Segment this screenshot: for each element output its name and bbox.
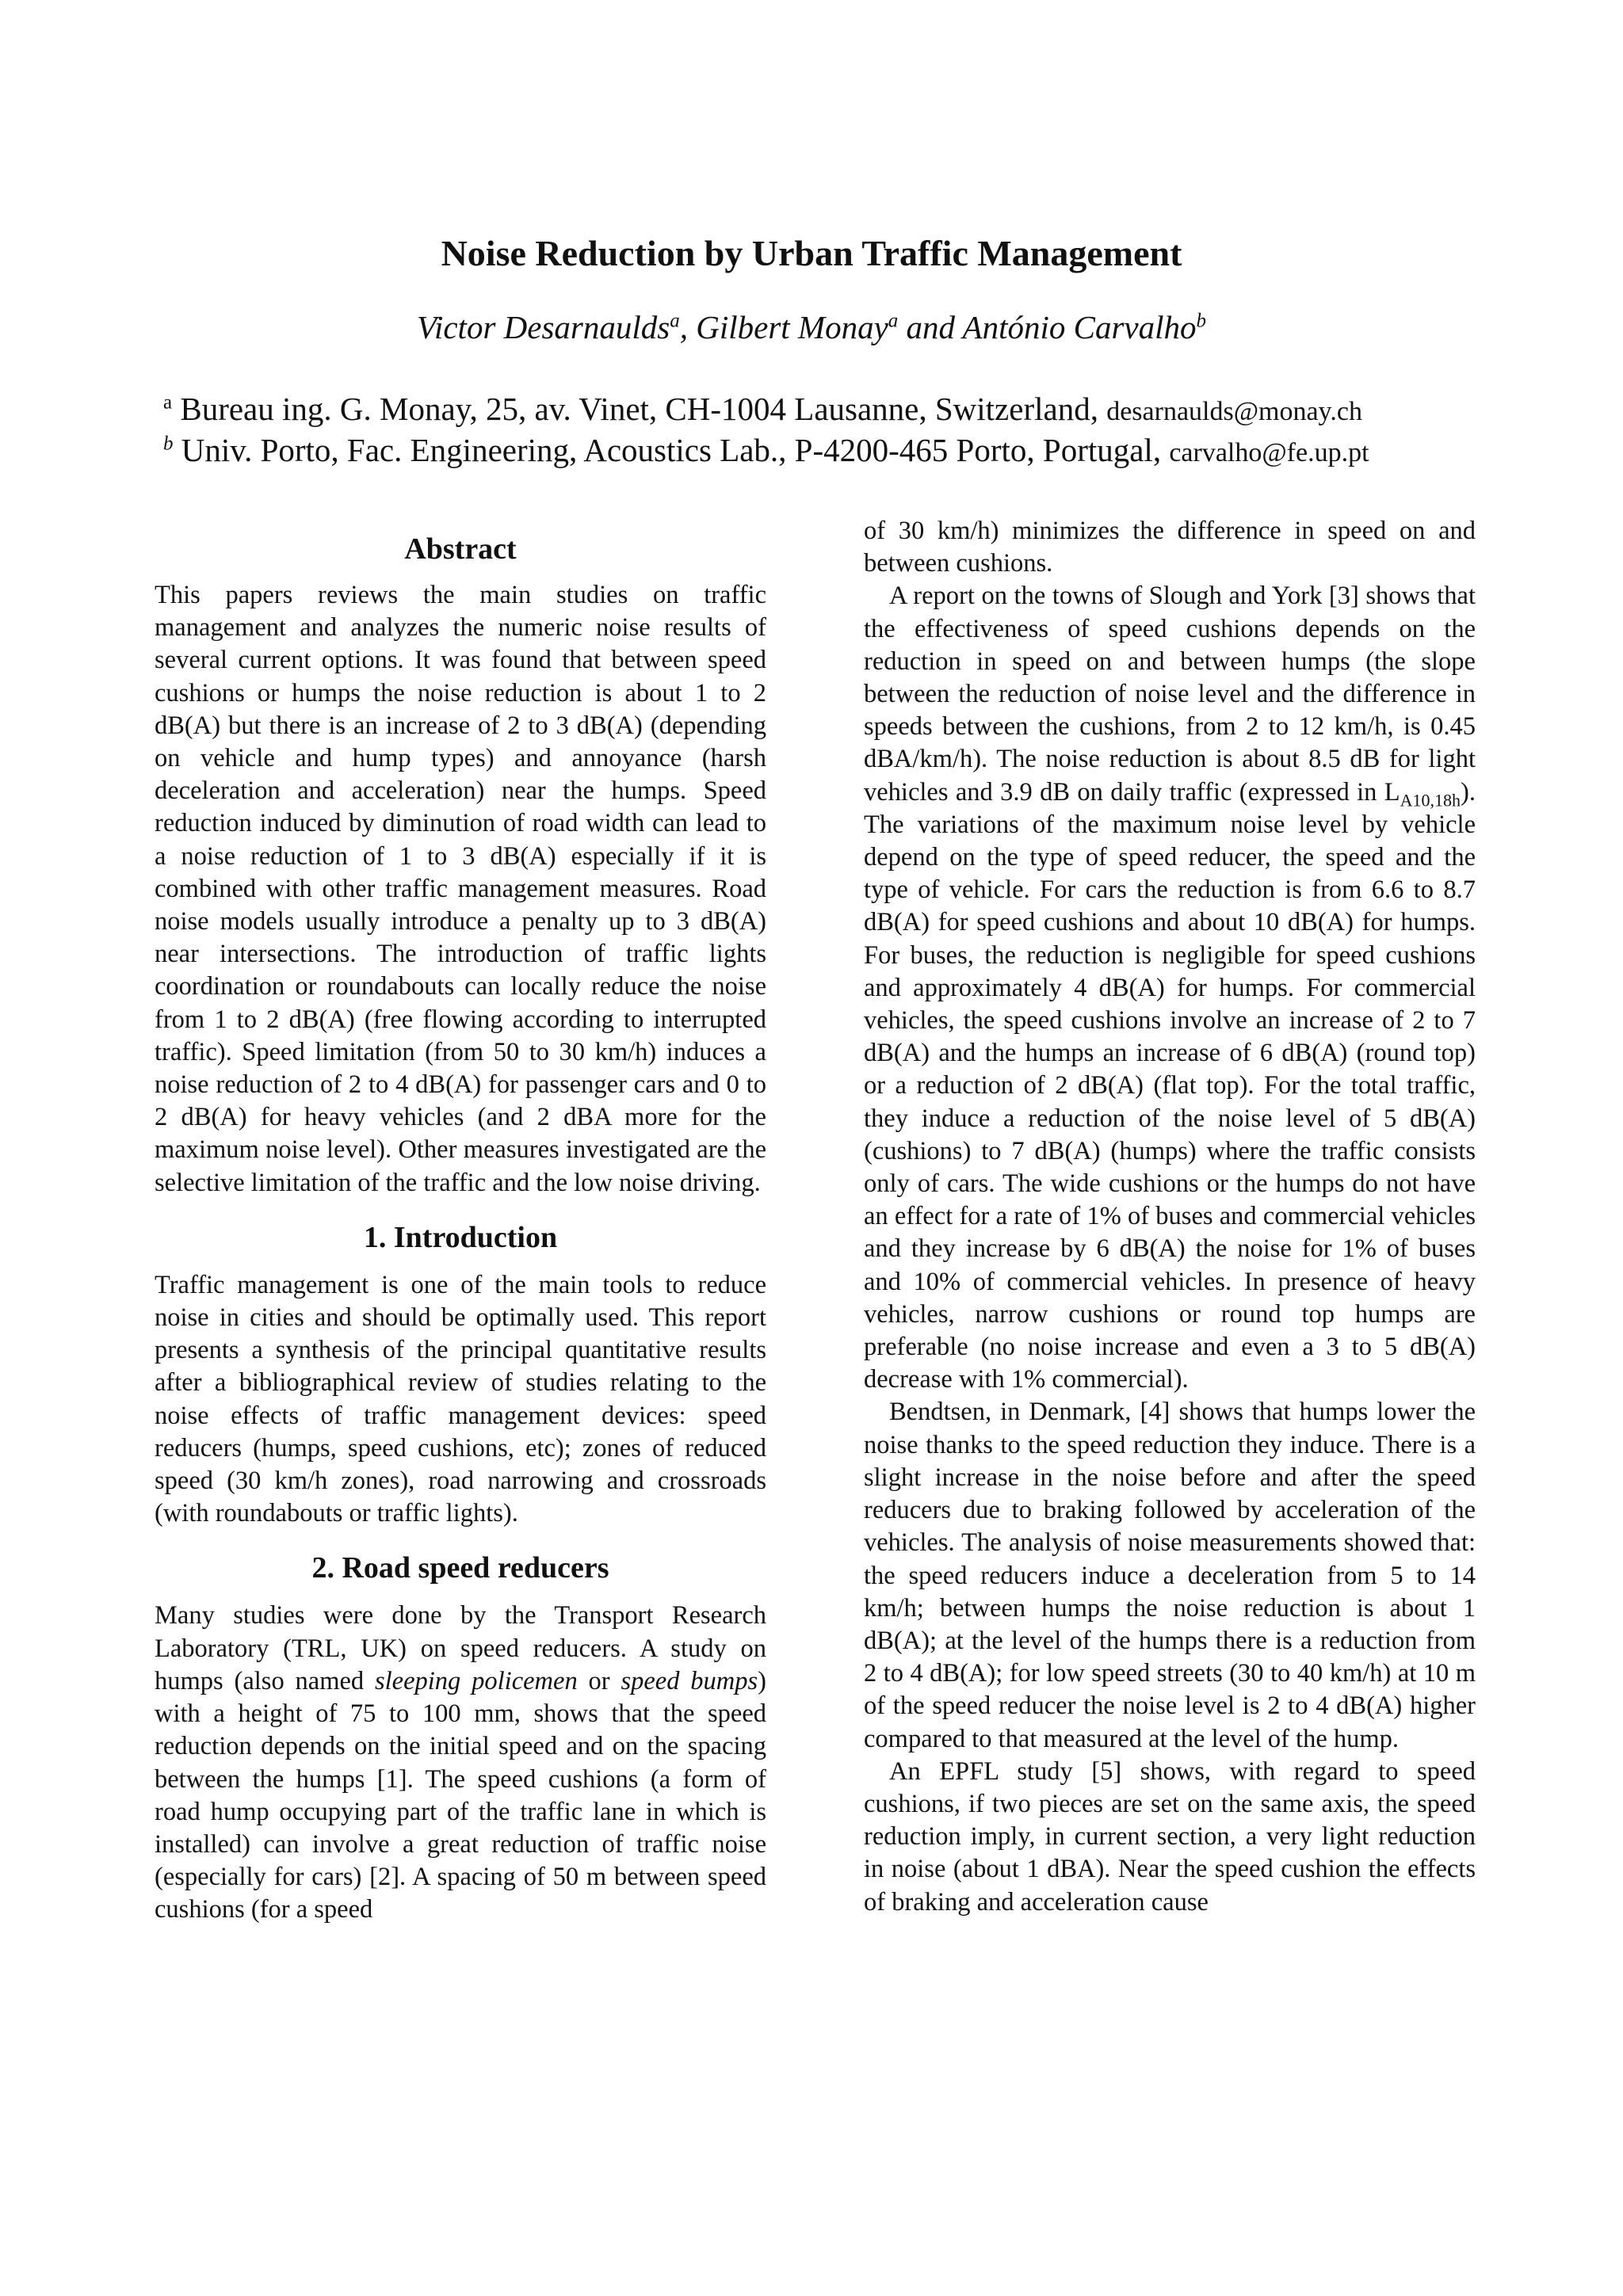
text-run: Many studies were done by the Transport Research Laboratory (TRL, UK) on speed reducers. A study on humps (also named <box>155 1601 766 1695</box>
section2-paragraph-1 <box>155 1600 766 1926</box>
text-run: or <box>577 1666 621 1695</box>
affiliation-mark: a <box>163 391 173 414</box>
affiliation-email[interactable]: desarnaulds@monay.ch <box>1106 397 1362 426</box>
abstract-text: This papers reviews the main studies on traffic management and analyzes the numeric noise results of several current options. It was found that between speed cushions or humps the noise reduction is about 1 to 2 dB(A) but there is an increase of 2 to 3 dB(A) (depending on vehicle and hump types) and annoyance (harsh deceleration and acceleration) near the humps. Speed reduction induced by diminution of road width can lead to a noise reduction of 1 to 3 dB(A) especially if it is combined with other traffic management measures. Road noise models usually introduce a penalty up to 3 dB(A) near intersections. The introduction of traffic lights coordination or roundabouts can locally reduce the noise from 1 to 2 dB(A) (free flowing according to interrupted traffic). Speed limitation (from 50 to 30 km/h) induces a noise reduction of 2 to 4 dB(A) for passenger cars and 0 to 2 dB(A) for heavy vehicles (and 2 dBA more for the maximum noise level). Other measures investigated are the selective limitation of the traffic and the low noise driving. <box>155 581 766 1197</box>
abstract-heading: Abstract <box>404 532 517 566</box>
text-run: ) with a height of 75 to 100 mm, shows that the speed reduction depends on the initial speed and on the spacing between the humps [1]. The speed cushions (a form of road hump occupying part of the traffic lane in which is installed) can involve a great reduction of traffic noise (especially for cars) [2]. A spacing of 50 m between speed cushions (for a speed <box>155 1666 766 1924</box>
section2-paragraph-3: Bendtsen, in Denmark, [4] shows that humps lower the noise thanks to the speed reduction they induce. There is a slight increase in the noise before and after the speed reducers due to braking followed by acceleration of the vehicles. The analysis of noise measurements showed that: the speed reducers induce a deceleration from 5 to 14 km/h; between humps the noise reduction is about 1 dB(A); at the level of the humps there is a reduction from 2 to 4 dB(A); for low speed streets (30 to 40 km/h) at 10 m of the speed reducer the noise level is 2 to 4 dB(A) higher compared to that measured at the level of the hump. <box>864 1398 1476 1753</box>
text-run: A report on the towns of Slough and York [3] shows that the effectiveness of speed cushions depends on the reduction in speed on and between humps (the slope between the reduction of noise level and the difference in speeds between the cushions, from 2 to 12 km/h, is 0.45 dBA/km/h). The noise reduction is about 8.5 dB for light vehicles and 3.9 dB on daily traffic (expressed in L <box>864 582 1476 807</box>
subscript: A10,18h <box>1400 790 1461 810</box>
section2-paragraph-4: An EPFL study [5] shows, with regard to speed cushions, if two pieces are set on the same axis, the speed reduction imply, in current section, a very light reduction in noise (about 1 dBA). Near the speed cushion the effects of braking and acceleration cause <box>864 1756 1476 1917</box>
author-affil-mark: a <box>888 310 899 332</box>
author-affil-mark: b <box>1196 310 1207 332</box>
text-run: ). The variations of the maximum noise level by vehicle depend on the type of speed reducer, the speed and the type of vehicle. For cars the reduction is from 6.6 to 8.7 dB(A) for speed cushions and about 10 dB(A) for humps. For buses, the reduction is negligible for speed cushions and approximately 4 dB(A) for humps. For commercial vehicles, the speed cushions involve an increase of 2 to 7 dB(A) and the humps an increase of 6 dB(A) (round top) or a reduction of 2 dB(A) (flat top). For the total traffic, they induce a reduction of the noise level of 5 dB(A) (cushions) to 7 dB(A) (humps) where the traffic consists only of cars. The wide cushions or the humps do not have an effect for a rate of 1% of buses and commercial vehicles and they increase by 6 dB(A) the noise for 1% of buses and 10% of commercial vehicles. In presence of heavy vehicles, narrow cushions or round top humps are preferable (no noise increase and even a 3 to 5 dB(A) decrease with 1% commercial). <box>864 777 1476 1394</box>
affiliation-a: $^a$ Bureau ing. G. Monay, 25, av. Vinet, CH-1004 Lausanne, Switzerland, desarnaulds@monay.ch <box>163 391 1362 427</box>
affiliation-mark: b <box>163 433 174 455</box>
introduction-heading: 1. Introduction <box>363 1220 558 1254</box>
paper-title: Noise Reduction by Urban Traffic Management <box>441 233 1182 273</box>
left-column <box>155 511 766 1927</box>
text-run-italic: sleeping policemen <box>375 1666 578 1695</box>
author-separator: and <box>898 309 963 345</box>
right-column <box>864 515 1476 1919</box>
text-run-italic: speed bumps <box>621 1666 758 1695</box>
section2-paragraph-1-continued: of 30 km/h) minimizes the difference in speed on and between cushions. <box>864 517 1476 578</box>
affiliation-text: Univ. Porto, Fac. Engineering, Acoustics Lab., P-4200-465 Porto, Portugal <box>181 432 1153 468</box>
affiliation-text: Bureau ing. G. Monay, 25, av. Vinet, CH-1004 Lausanne, Switzerland <box>180 391 1090 427</box>
author-affil-mark: a <box>670 310 680 332</box>
affiliation-email[interactable]: carvalho@fe.up.pt <box>1169 438 1369 467</box>
author-name: Gilbert Monay <box>696 309 888 345</box>
introduction-text: Traffic management is one of the main tools to reduce noise in cities and should be optimally used. This report presents a synthesis of the principal quantitative results after a bibliographical review of studies relating to the noise effects of traffic management devices: speed reducers (humps, speed cushions, etc); zones of reduced speed (30 km/h zones), road narrowing and crossroads (with roundabouts or traffic lights). <box>155 1270 766 1528</box>
section2-heading: 2. Road speed reducers <box>311 1551 609 1585</box>
affiliation-b: $^b$ Univ. Porto, Fac. Engineering, Acoustics Lab., P-4200-465 Porto, Portugal, carvalho@fe.up.pt <box>163 432 1369 468</box>
section2-paragraph-2 <box>864 580 1476 1396</box>
author-name: António Carvalho <box>962 309 1197 345</box>
author-line <box>0 305 1623 349</box>
author-name: Victor Desarnaulds <box>416 309 670 345</box>
author-separator: , <box>679 309 697 345</box>
